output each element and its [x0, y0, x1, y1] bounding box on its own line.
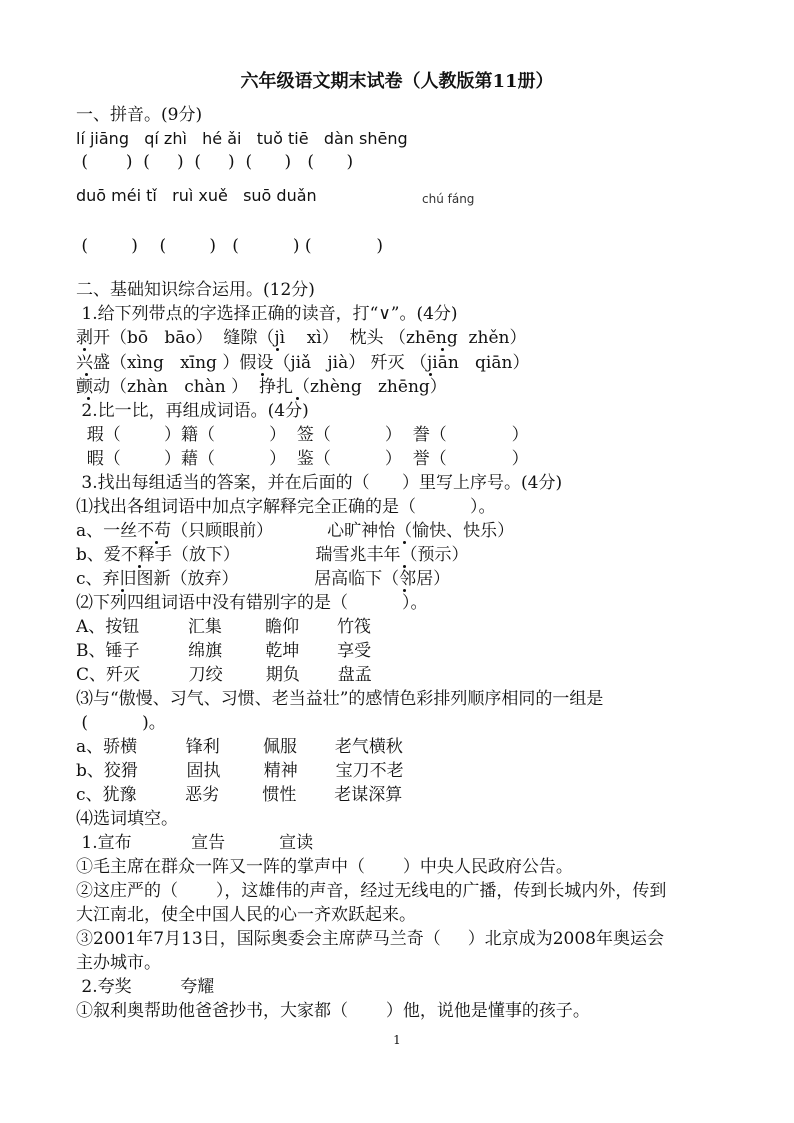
emphasis-dot [429, 373, 432, 376]
page-number: 1 [393, 1033, 401, 1047]
emphasis-dot [276, 348, 279, 351]
pinyin-row-1: lí jiāng qí zhì hé ǎi tuǒ tiē dàn shēng [76, 129, 408, 148]
fill-sentence-1: ①毛主席在群众一阵又一阵的掌声中（ ）中央人民政府公告。 [76, 857, 573, 877]
option-row-c2: c、犹豫 恶劣 惯性 老谋深算 [76, 785, 403, 805]
word-choice-1: 1.宣布 宣告 宣读 [76, 833, 314, 853]
emphasis-dot [138, 565, 141, 568]
word-choice-2: 2.夸奖 夸耀 [76, 977, 215, 997]
emphasis-dot [403, 565, 406, 568]
section-1-heading: 一、拼音。(9分) [76, 105, 203, 125]
answer-blanks-row-1: ( ) ( ) ( ) ( ) ( ) [76, 152, 354, 172]
compare-row-1: 瑕（ ）籍（ ） 签（ ） 誊（ ） [76, 425, 529, 445]
emphasis-dot [403, 541, 406, 544]
reading-row-2: 兴盛（xìng xīng ）假设（jiǎ jià） 歼灭 （jiān qiān） [76, 353, 530, 373]
subquestion-1: ⑴找出各组词语中加点字解释完全正确的是（ ）。 [76, 497, 496, 517]
option-row-c: c、弃旧图新（放弃） 居高临下（邻居） [76, 569, 451, 589]
emphasis-dot [85, 373, 88, 376]
fill-sentence-2: ②这庄严的（ ），这雄伟的声音，经过无线电的广播，传到长城内外，传到 [76, 881, 667, 901]
pinyin-small: chú fáng [422, 192, 475, 206]
exam-title: 六年级语文期末试卷（人教版第11册） [240, 71, 554, 92]
emphasis-dot [441, 348, 444, 351]
subquestion-2: ⑵下列四组词语中没有错别字的是（ ）。 [76, 593, 428, 613]
emphasis-dot [155, 541, 158, 544]
option-row-b: b、爱不释手（放下） 瑞雪兆丰年（预示） [76, 545, 469, 565]
subquestion-3-blank: ( )。 [76, 713, 166, 733]
compare-row-2: 暇（ ）藉（ ） 鉴（ ） 誉（ ） [76, 449, 529, 469]
section-2-heading: 二、基础知识综合运用。(12分) [76, 280, 315, 300]
emphasis-dot [261, 373, 264, 376]
fill-sentence-3: ③2001年7月13日，国际奥委会主席萨马兰奇（ ）北京成为2008年奥运会 [76, 929, 664, 949]
reading-row-3: 颤动（zhàn chàn ） 挣扎（zhèng zhēng） [76, 377, 447, 397]
emphasis-dot [83, 348, 86, 351]
fill-sentence-3-cont: 主办城市。 [76, 953, 161, 973]
fill-sentence-4: ①叙利奥帮助他爸爸抄书，大家都（ ）他，说他是懂事的孩子。 [76, 1001, 590, 1021]
option-row-C: C、歼灭 刀绞 期负 盘孟 [76, 665, 372, 685]
reading-row-1: 剥开（bō bāo） 缝隙（jì xì） 枕头 （zhēng zhěn） [76, 328, 527, 348]
option-row-B: B、锤子 绵旗 乾坤 享受 [76, 641, 372, 661]
question-3-prompt: 3.找出每组适当的答案，并在后面的（ ）里写上序号。(4分) [76, 473, 563, 493]
question-1-prompt: 1.给下列带点的字选择正确的读音，打“∨”。(4分) [76, 304, 458, 324]
question-2-prompt: 2.比一比，再组成词语。(4分) [76, 401, 309, 421]
option-row-a: a、一丝不苟（只顾眼前） 心旷神怡（愉快、快乐） [76, 521, 515, 541]
option-row-a2: a、骄横 锋利 佩服 老气横秋 [76, 737, 403, 757]
pinyin-row-2: duō méi tǐ ruì xuě suō duǎn [76, 186, 317, 205]
option-row-A: A、按钮 汇集 瞻仰 竹筏 [76, 617, 371, 637]
subquestion-4: ⑷选词填空。 [76, 809, 178, 829]
subquestion-3: ⑶与“傲慢、习气、习惯、老当益壮”的感情色彩排列顺序相同的一组是 [76, 689, 604, 709]
answer-blanks-row-2: ( ) ( ) ( ) ( ) [76, 236, 384, 256]
option-row-b2: b、狡猾 固执 精神 宝刀不老 [76, 761, 404, 781]
fill-sentence-2-cont: 大江南北，使全中国人民的心一齐欢跃起来。 [76, 905, 416, 925]
